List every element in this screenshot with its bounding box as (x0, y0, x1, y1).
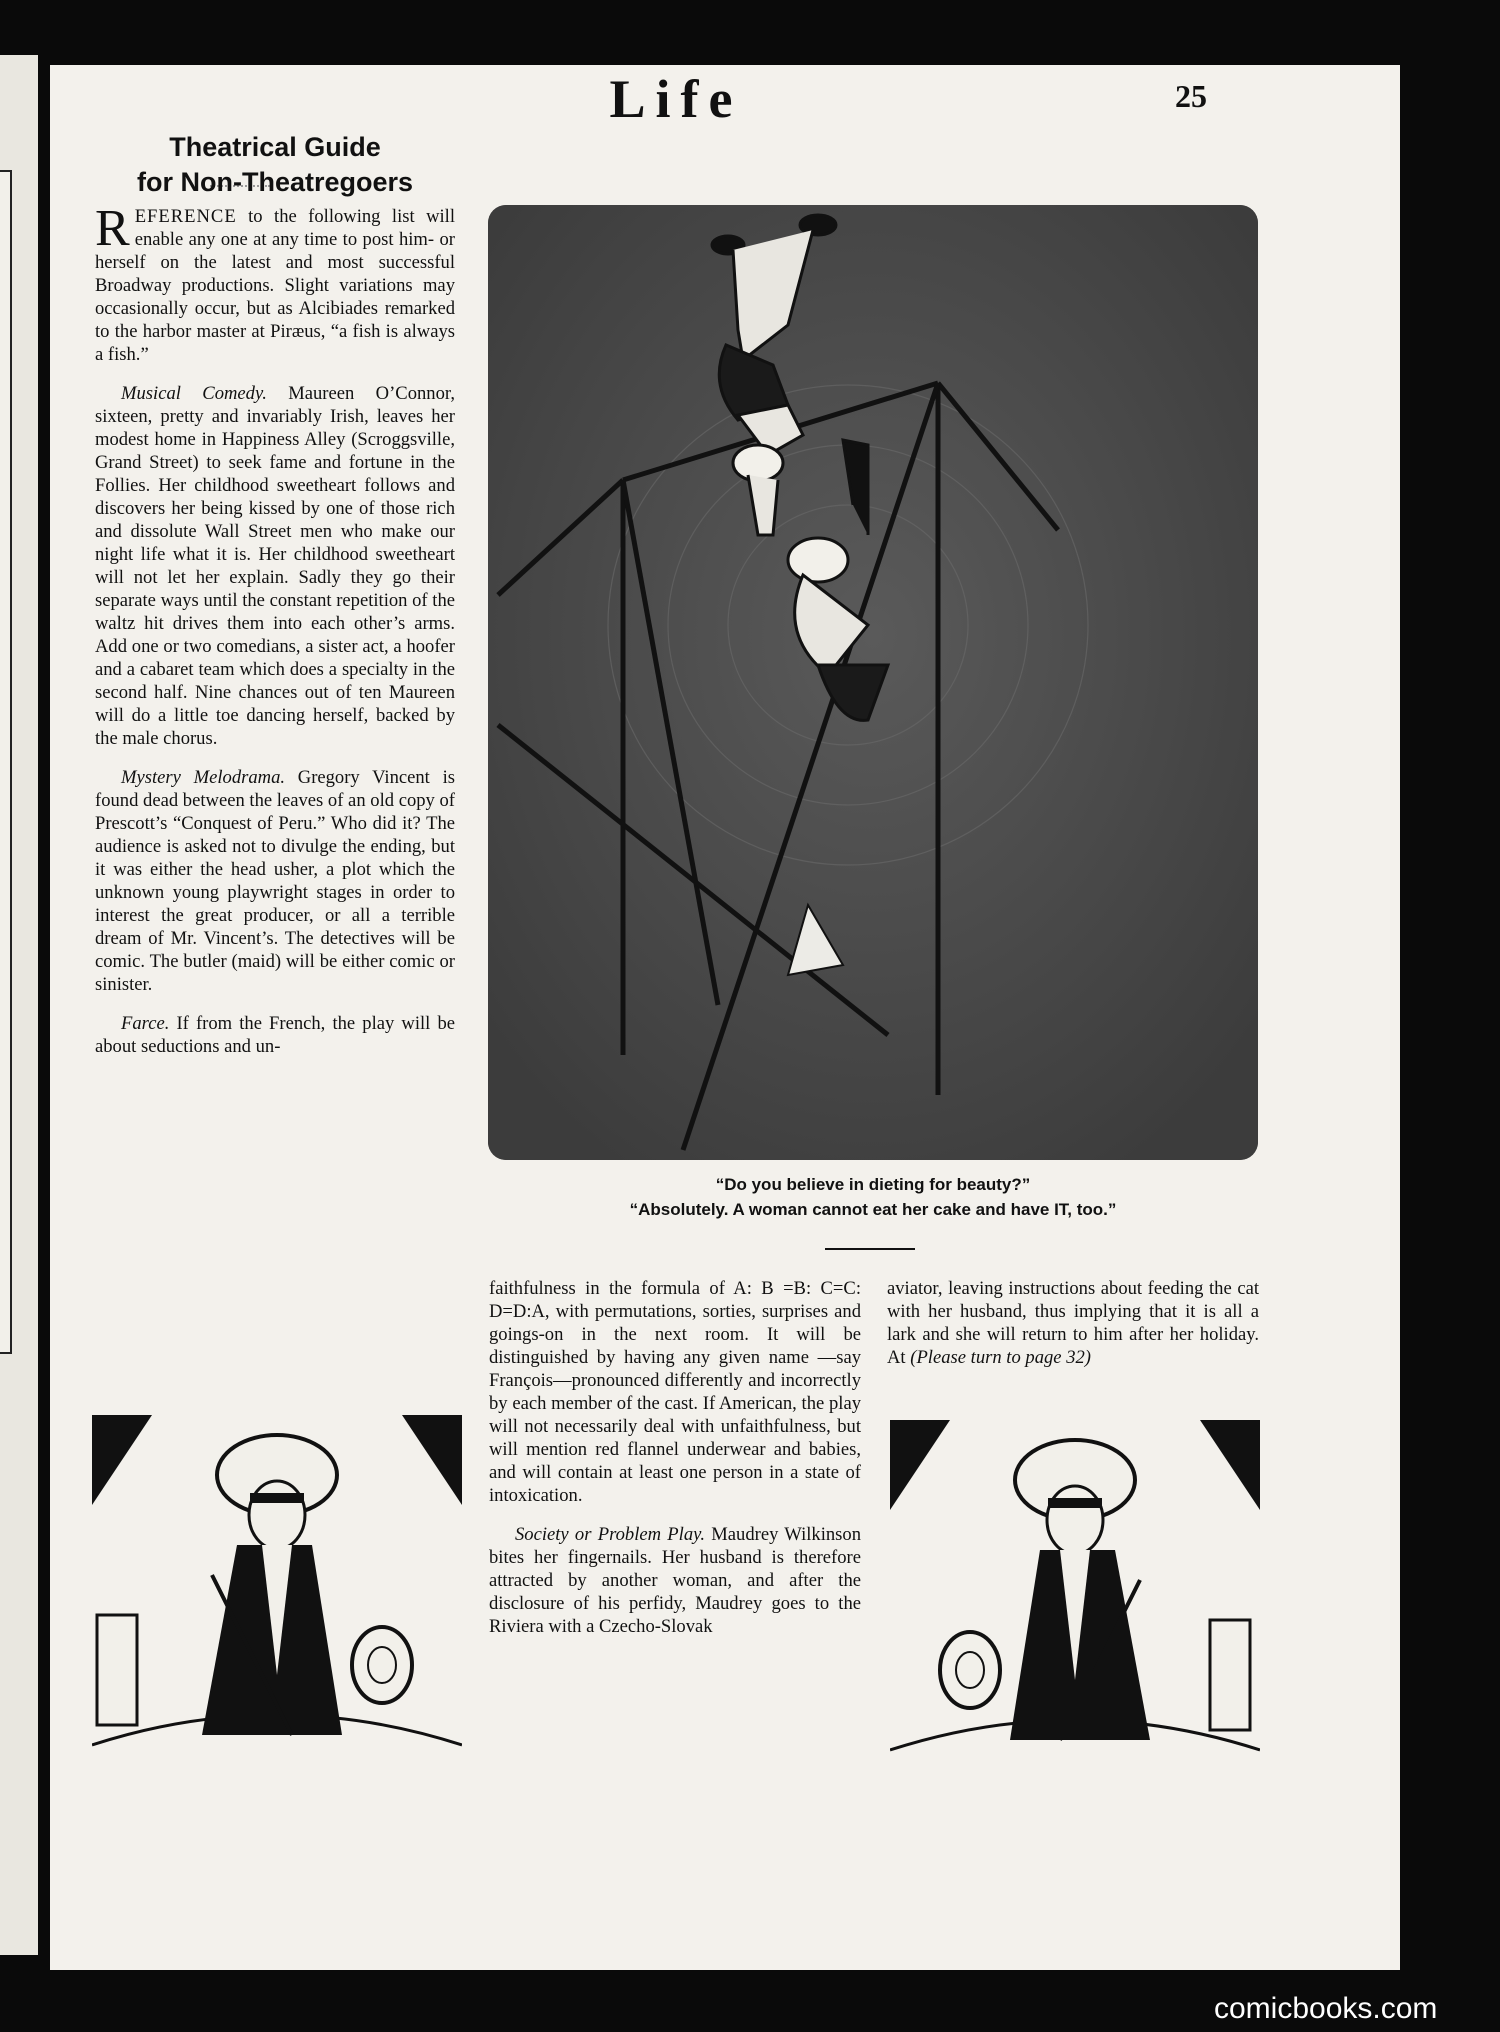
caption-question: “Do you believe in dieting for beauty?” (715, 1175, 1031, 1194)
cartoon-caption (488, 1172, 1258, 1222)
adjacent-page-frame (0, 170, 12, 1354)
society-continuation (887, 1277, 1259, 1369)
page-number: 25 (1175, 78, 1207, 114)
usher-vignette-left (92, 1415, 462, 1765)
caption-answer: “Absolutely. A woman cannot eat her cake and have IT, too.” (629, 1200, 1117, 1219)
masthead: Life (609, 69, 743, 129)
society-text: Maudrey Wilkinson bites her fingernails. Her husband is therefore attracted by another woman, and after the disclosure of his perfidy, Maudrey goes to the Riviera with a Czecho-Slovak (489, 1524, 862, 1637)
farce-continuation: faithfulness in the formula of A: B =B: C=C: D=D:A, with permutations, sorties, surprises and goings-on in the next room. It will be distinguished by having any given name —say François—pronounced differently and incorrectly by each member of the cast. If American, the play will not necessarily deal with unfaithfulness, but will mention red flannel underwear and babies, and will contain at least one person in a state of intoxication. (489, 1278, 861, 1506)
article-column-1 (95, 200, 455, 1074)
musical-comedy-paragraph (95, 382, 455, 750)
article-title-line-2: for Non-Theatregoers (136, 167, 414, 197)
farce-text: If from the French, the play will be about seductions and un- (95, 1013, 455, 1057)
caption-divider (825, 1248, 915, 1250)
intro-text: to the following list will enable any one at any time to post him- or herself on the latest and most successful Broadway productions. Slight variations may occasionally occur, but as Alcibiades remarked to the harbor master at Piræus, “a fish is always a fish.” (95, 206, 455, 365)
article-title (80, 130, 470, 200)
mystery-paragraph (95, 766, 455, 996)
intro-paragraph (95, 200, 455, 366)
usher-drawing-left (92, 1415, 462, 1765)
drop-cap: R (95, 200, 130, 257)
adjacent-page-edge (0, 55, 38, 1955)
farce-paragraph (95, 1012, 455, 1058)
farce-label: Farce. (121, 1013, 170, 1034)
mystery-text: Gregory Vincent is found dead between the leaves of an old copy of Prescott’s “Conquest of Peru.” Who did it? The audience is asked not to divulge the ending, but it was either the head usher, a plot which the unknown young playwright stages in order to interest the great producer, or all a terrible dream of Mr. Vincent’s. The detectives will be comic. The butler (maid) will be either comic or sinister. (95, 767, 455, 995)
society-paragraph (489, 1523, 861, 1638)
society-label: Society or Problem Play. (515, 1524, 705, 1545)
trapeze-cartoon-drawing (488, 205, 1258, 1160)
site-watermark: comicbooks.com (1214, 1992, 1438, 2025)
article-column-2 (489, 1277, 861, 1654)
musical-comedy-label: Musical Comedy. (121, 383, 267, 404)
article-title-line-1: Theatrical Guide (169, 132, 381, 162)
society-continuation-text: aviator, leaving instructions about feeding the cat with her husband, thus implying that it is all a lark and she will return to him after her holiday. At (887, 1278, 1259, 1368)
usher-drawing-right (890, 1420, 1260, 1770)
musical-comedy-text: Maureen O’Connor, sixteen, pretty and invariably Irish, leaves her modest home in Happiness Alley (Scroggsville, Grand Street) to seek fame and fortune in the Follies. Her childhood sweetheart follows and discovers her being kissed by one of those rich and dissolute Wall Street men who make our night life what it is. Her childhood sweetheart will not let her explain. Sadly they go their separate ways until the constant repetition of the waltz hit drives them into each other’s arms. Add one or two comedians, a sister act, a hoofer and a cabaret team which does a specialty in the second half. Nine chances out of ten Maureen will do a little toe dancing herself, backed by the male chorus. (95, 383, 455, 749)
mystery-label: Mystery Melodrama. (121, 767, 286, 788)
intro-smallcaps: EFERENCE (134, 206, 237, 227)
article-column-3 (887, 1277, 1259, 1385)
continuation-note: (Please turn to page 32) (910, 1347, 1091, 1368)
trapeze-cartoon (488, 205, 1258, 1160)
usher-vignette-right (890, 1420, 1260, 1770)
